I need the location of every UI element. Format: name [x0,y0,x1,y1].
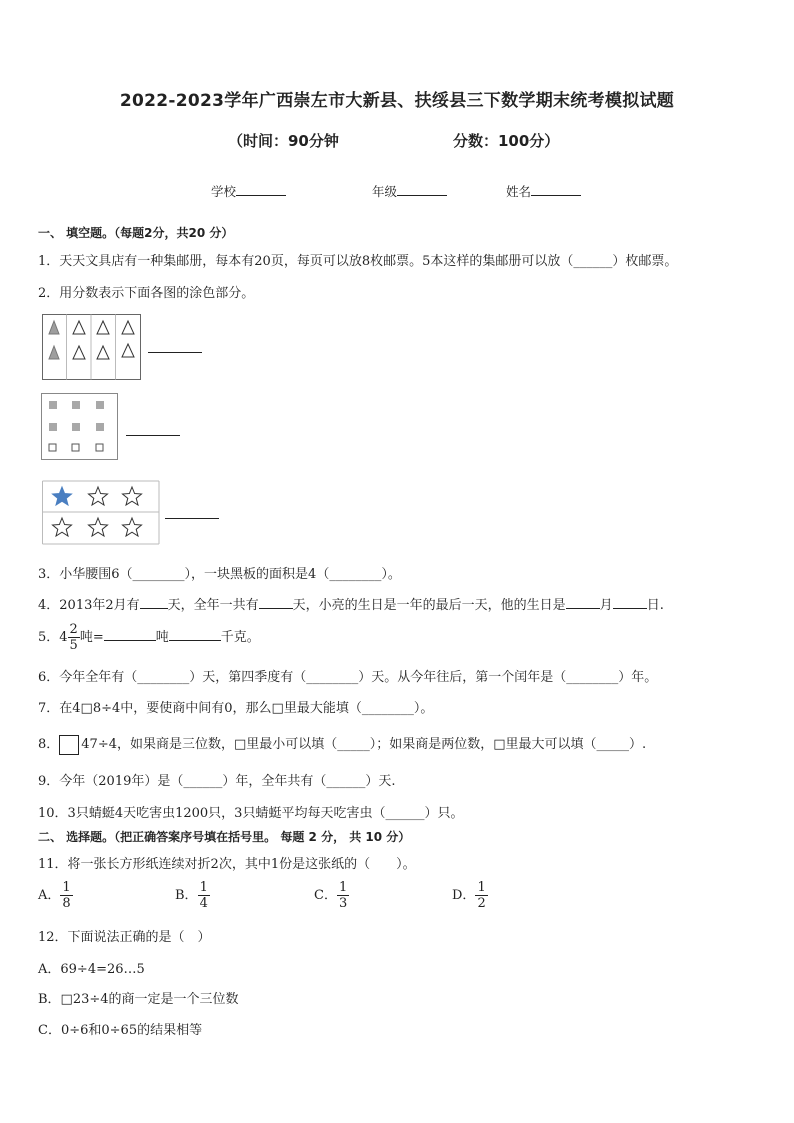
square-figure [41,393,119,461]
exam-title: 2022-2023学年广西崇左市大新县、扶绥县三下数学期末统考模拟试题 [119,91,675,111]
exam-score: 分数：100分） [453,132,560,150]
question-1: 1．天天文具店有一种集邮册，每本有20页，每页可以放8枚邮票。5本这样的集邮册可以放（______）枚邮票。 [38,254,678,269]
question-12-option-a[interactable]: A．69÷4=26…5 [38,962,145,977]
exam-time: （时间：90分钟 [228,132,339,150]
name-field[interactable]: 姓名 [506,182,581,200]
section-1-heading: 一、 填空题。（每题2分，共20 分） [38,226,234,240]
star-figure [42,479,160,545]
question-11: 11．将一张长方形纸连续对折2次，其中1份是这张纸的（ ）。 [38,857,416,872]
question-10: 10．3只蜻蜓4天吃害虫1200只，3只蜻蜓平均每天吃害虫（______）只。 [38,806,464,821]
question-4: 4．2013年2月有 天，全年一共有 天，小亮的生日是一年的最后一天，他的生日是 月 日. [38,598,664,613]
question-6: 6．今年全年有（________）天，第四季度有（________）天。从今年往后，第一个闰年是（________）年。 [38,670,658,685]
answer-line-fig1[interactable] [148,352,202,353]
fraction-2-5: $\frac{2}{5}$ [69,622,78,653]
option-b[interactable]: B． $\frac{1}{4}$ [175,880,208,911]
section-2-heading: 二、 选择题。（把正确答案序号填在括号里。 每题 2 分， 共 10 分） [38,830,411,844]
question-8: 8． 47÷4，如果商是三位数，□里最小可以填（_____）；如果商是两位数，□里最大可以填（_____）. [38,733,646,755]
question-5: 5．4 $\frac{2}{5}$ 吨= 吨 千克。 [38,622,260,653]
question-12-option-b[interactable]: B．□23÷4的商一定是一个三位数 [38,992,239,1007]
question-9: 9．今年（2019年）是（______）年，全年共有（______）天. [38,774,396,789]
answer-line-fig2[interactable] [126,435,180,436]
question-2: 2．用分数表示下面各图的涂色部分。 [38,286,255,301]
question-3: 3．小华腰围6（________），一块黑板的面积是4（________）。 [38,567,401,582]
answer-line-fig3[interactable] [165,518,219,519]
option-c[interactable]: C． $\frac{1}{3}$ [314,880,348,911]
option-a[interactable]: A． $\frac{1}{8}$ [38,880,71,911]
triangle-figure [42,314,142,380]
blank-box[interactable] [59,735,79,755]
question-12: 12．下面说法正确的是（ ） [38,930,211,945]
question-7: 7．在4□8÷4中，要使商中间有0，那么□里最大能填（________）。 [38,701,434,716]
grade-field[interactable]: 年级 [372,182,447,200]
option-d[interactable]: D． $\frac{1}{2}$ [452,880,486,911]
school-field[interactable]: 学校 [211,182,286,200]
question-12-option-c[interactable]: C．0÷6和0÷65的结果相等 [38,1023,203,1038]
